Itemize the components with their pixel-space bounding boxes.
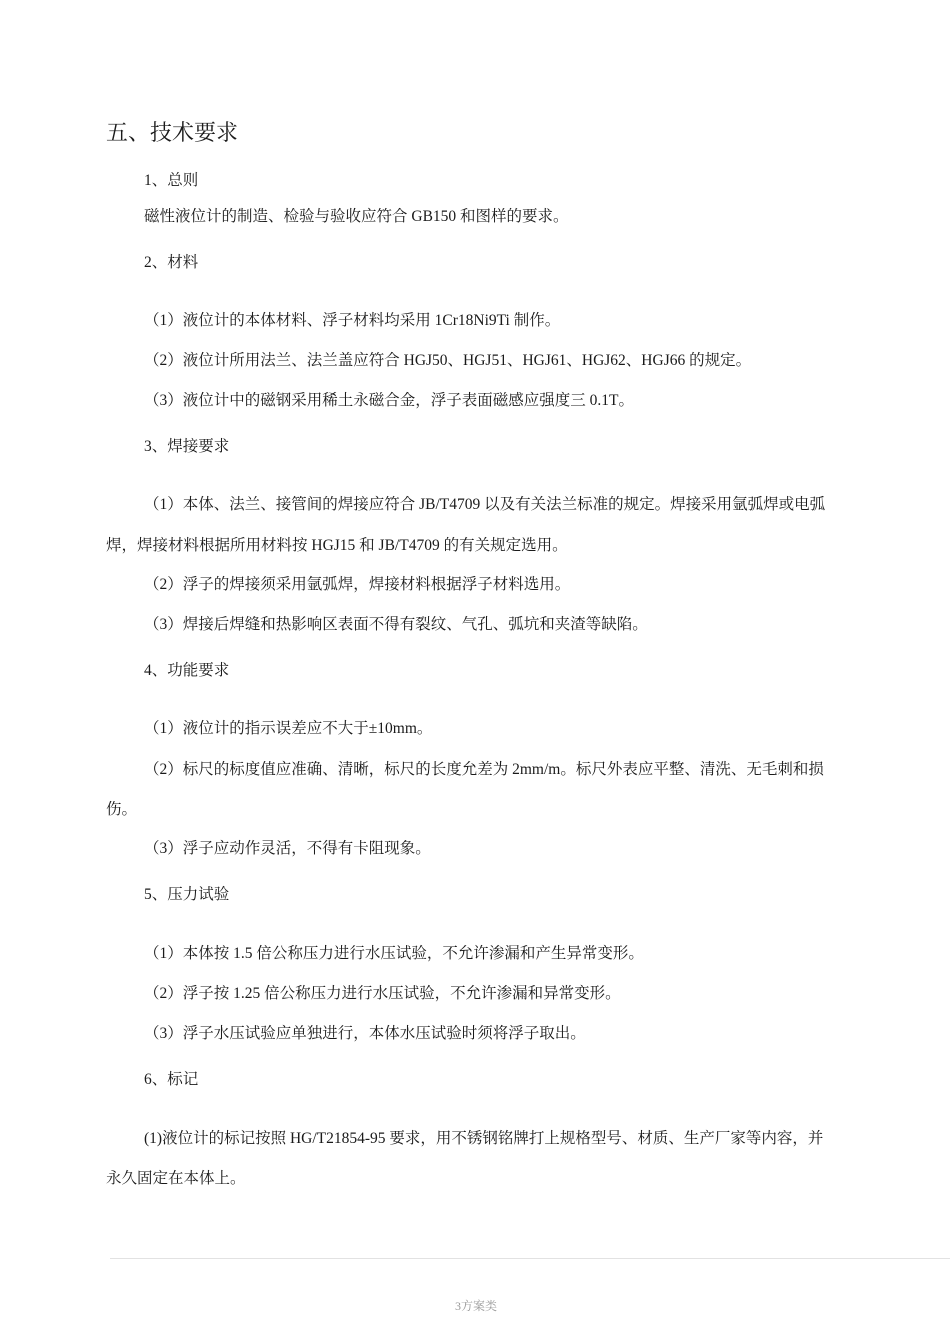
subsection-title-general: 1、总则 bbox=[144, 172, 199, 189]
footer-divider bbox=[110, 1258, 950, 1259]
pressure-item-1: （1）本体按 1.5 倍公称压力进行水压试验，不允许渗漏和产生异常变形。 bbox=[144, 945, 644, 962]
function-item-3: （3）浮子应动作灵活，不得有卡阻现象。 bbox=[144, 840, 431, 857]
welding-item-1-line-2: 焊，焊接材料根据所用材料按 HGJ15 和 JB/T4709 的有关规定选用。 bbox=[106, 537, 568, 554]
general-text: 磁性液位计的制造、检验与验收应符合 GB150 和图样的要求。 bbox=[144, 208, 569, 225]
materials-item-3: （3）液位计中的磁钢采用稀土永磁合金，浮子表面磁感应强度三 0.1T。 bbox=[144, 392, 634, 409]
pressure-item-2: （2）浮子按 1.25 倍公称压力进行水压试验，不允许渗漏和异常变形。 bbox=[144, 985, 621, 1002]
subsection-title-welding: 3、焊接要求 bbox=[144, 438, 230, 455]
subsection-title-pressure-test: 5、压力试验 bbox=[144, 886, 230, 903]
page-footer: 3方案类 bbox=[455, 1299, 498, 1313]
welding-item-1-line-1: （1）本体、法兰、接管间的焊接应符合 JB/T4709 以及有关法兰标准的规定。焊接采用氩弧焊或电弧 bbox=[144, 496, 826, 513]
function-item-2-line-1: （2）标尺的标度值应准确、清晰，标尺的长度允差为 2mm/m。标尺外表应平整、清洗、无毛刺和损 bbox=[144, 761, 824, 778]
welding-item-2: （2）浮子的焊接须采用氩弧焊，焊接材料根据浮子材料选用。 bbox=[144, 576, 571, 593]
marking-item-1-line-1: (1)液位计的标记按照 HG/T21854-95 要求，用不锈钢铭牌打上规格型号、材质、生产厂家等内容，并 bbox=[144, 1130, 824, 1147]
materials-item-1: （1）液位计的本体材料、浮子材料均采用 1Cr18Ni9Ti 制作。 bbox=[144, 312, 561, 329]
pressure-item-3: （3）浮子水压试验应单独进行，本体水压试验时须将浮子取出。 bbox=[144, 1025, 586, 1042]
subsection-title-function: 4、功能要求 bbox=[144, 662, 230, 679]
function-item-1: （1）液位计的指示误差应不大于±10mm。 bbox=[144, 720, 433, 737]
section-heading: 五、技术要求 bbox=[106, 120, 239, 145]
materials-item-2: （2）液位计所用法兰、法兰盖应符合 HGJ50、HGJ51、HGJ61、HGJ62、HGJ66 的规定。 bbox=[144, 352, 752, 369]
subsection-title-marking: 6、标记 bbox=[144, 1071, 199, 1088]
function-item-2-line-2: 伤。 bbox=[106, 801, 138, 818]
subsection-title-materials: 2、材料 bbox=[144, 254, 199, 271]
welding-item-3: （3）焊接后焊缝和热影响区表面不得有裂纹、气孔、弧坑和夹渣等缺陷。 bbox=[144, 616, 648, 633]
marking-item-1-line-2: 永久固定在本体上。 bbox=[106, 1170, 246, 1187]
